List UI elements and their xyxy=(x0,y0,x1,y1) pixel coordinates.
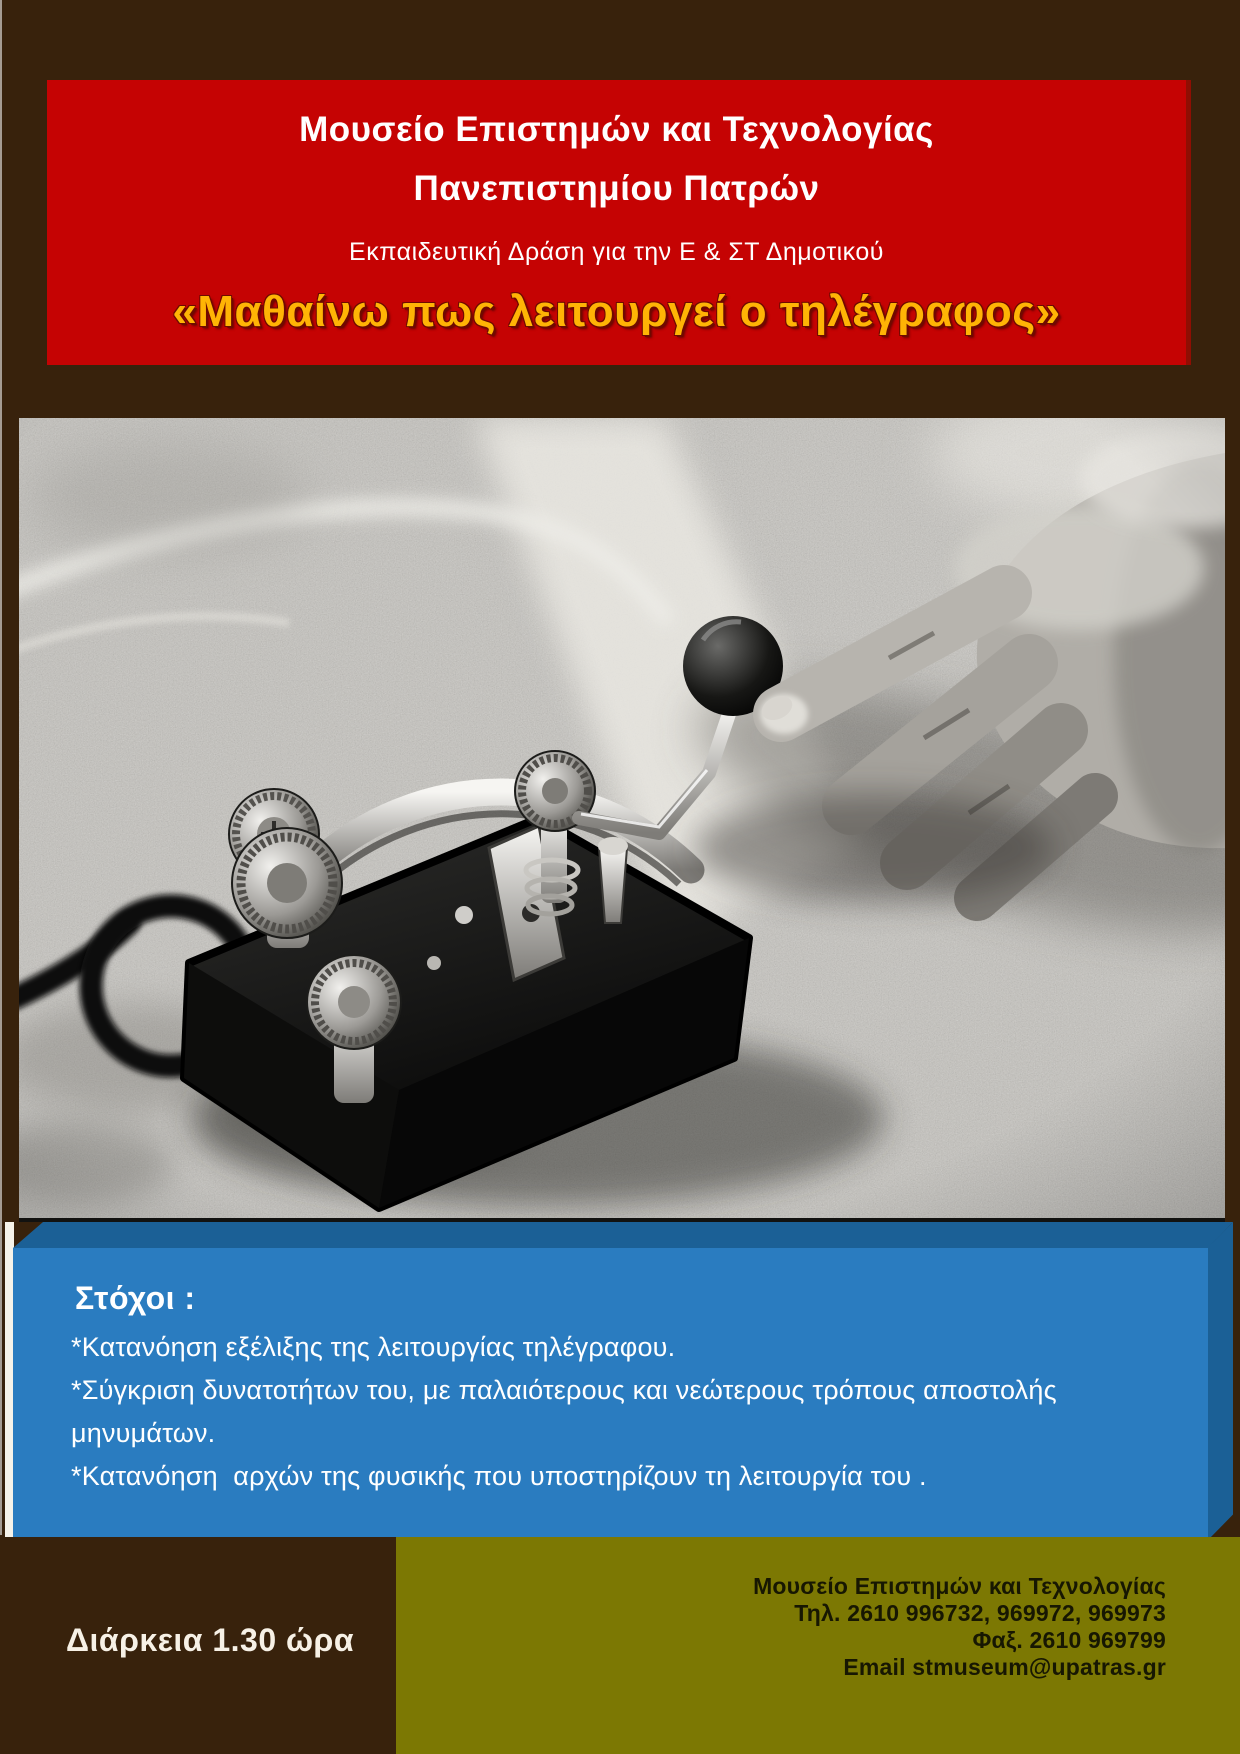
duration-label: Διάρκεια 1.30 ώρα xyxy=(66,1622,355,1658)
page-edge-line xyxy=(0,0,2,1535)
telegraph-photo-scene xyxy=(19,418,1225,1218)
education-action-subtitle: Εκπαιδευτική Δράση για την Ε & ΣΤ Δημοτικού xyxy=(349,238,884,267)
museum-title-line1: Μουσείο Επιστημών και Τεχνολογίας xyxy=(299,110,934,149)
contact-panel xyxy=(396,1537,1240,1754)
museum-title-line2: Πανεπιστημίου Πατρών xyxy=(413,169,820,209)
photo-vignette xyxy=(19,418,1225,1218)
goals-panel-top-face xyxy=(13,1222,1233,1248)
contact-line-email: Email stmuseum@upatras.gr xyxy=(843,1654,1166,1680)
contact-line-phone: Τηλ. 2610 996732, 969972, 969973 xyxy=(794,1600,1166,1626)
goal-line: *Κατανόηση εξέλιξης της λειτουργίας τηλέγραφου. xyxy=(71,1332,676,1362)
contact-line-museum: Μουσείο Επιστημών και Τεχνολογίας xyxy=(753,1573,1166,1599)
goal-line: *Σύγκριση δυνατοτήτων του, με παλαιότερους και νεώτερους τρόπους αποστολής xyxy=(71,1375,1057,1405)
header-red-panel xyxy=(47,80,1191,365)
contact-line-fax: Φαξ. 2610 969799 xyxy=(972,1627,1166,1653)
goal-line: μηνυμάτων. xyxy=(71,1418,216,1448)
telegraph-photo xyxy=(19,418,1225,1222)
contact-lines xyxy=(753,1573,1166,1681)
goal-line: *Κατανόηση αρχών της φυσικής που υποστηρίζουν τη λειτουργία του . xyxy=(71,1461,927,1491)
goals-heading: Στόχοι : xyxy=(75,1280,196,1316)
event-title: «Μαθαίνω πως λειτουργεί ο τηλέγραφος» xyxy=(172,287,1061,337)
goals-panel xyxy=(13,1248,1208,1537)
goals-panel-side-face xyxy=(1208,1222,1233,1540)
